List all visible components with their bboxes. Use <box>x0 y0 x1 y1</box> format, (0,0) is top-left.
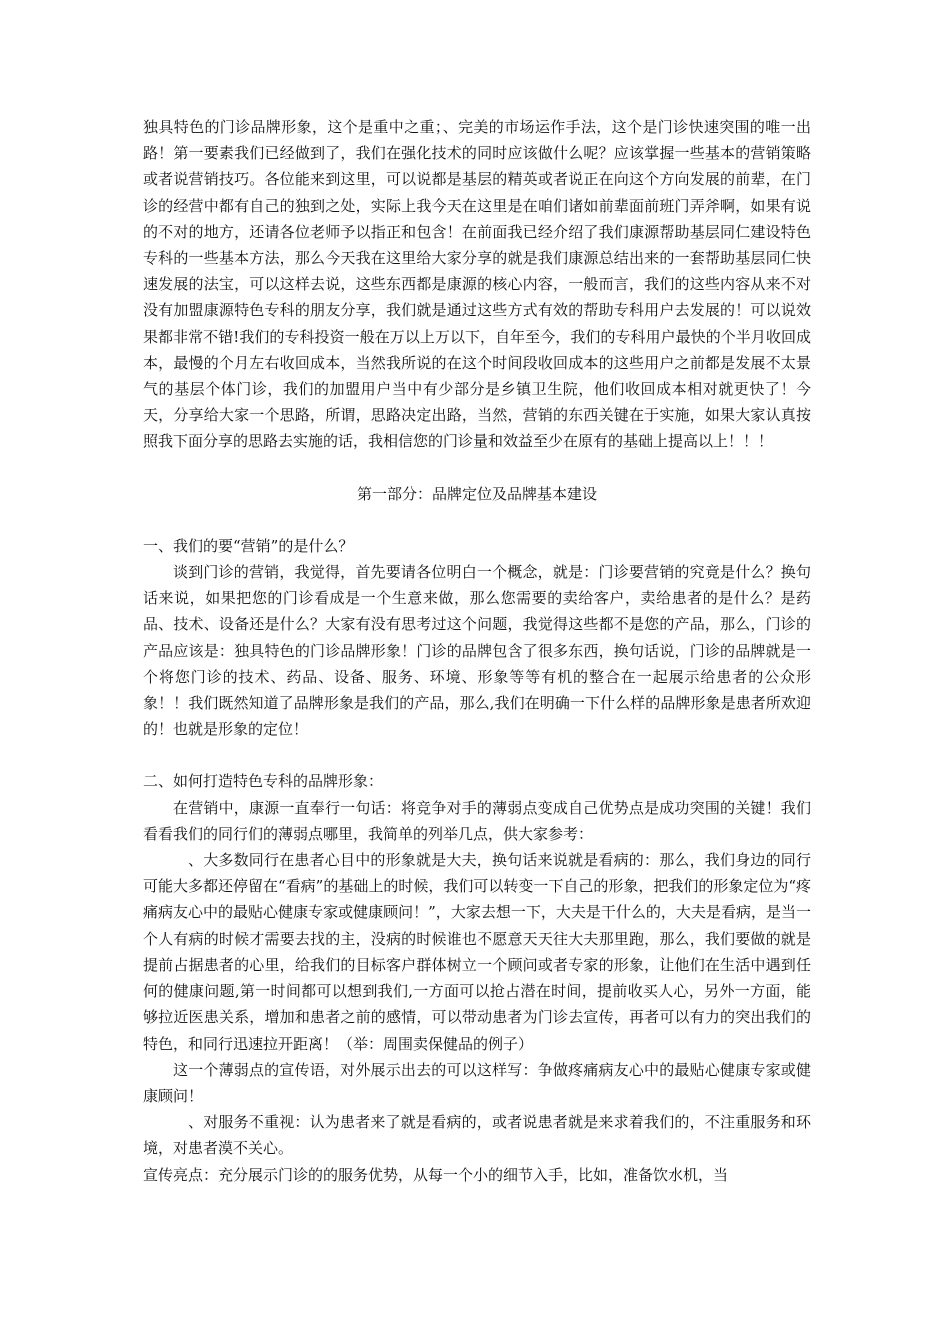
part-title: 第一部分：品牌定位及品牌基本建设 <box>356 484 597 503</box>
intro-paragraph: 独具特色的门诊品牌形象，这个是重中之重；、完美的市场运作手法，这个是门诊快速突围的唯一出路！第一要素我们已经做到了，我们在强化技术的同时应该做什么呢？应该掌握一些基本的营销策略或者说营销技巧。各位能来到这里，可以说都是基层的精英或者说正在向这个方向发展的前辈，在门诊的经营中都有自己的独到之处，实际上我今天在这里是在咱们诸如前辈面前班门弄斧啊，如果有说的不对的地方，还请各位老师予以指正和包含！在前面我已经介绍了我们康源帮助基层同仁建设特色专科的一些基本方法，那么今天我在这里给大家分享的就是我们康源总结出来的一套帮助基层同仁快速发展的法宝，可以这样去说，这些东西都是康源的核心内容，一般而言，我们的这些内容从来不对没有加盟康源特色专科的朋友分享，我们就是通过这些方式有效的帮助专科用户去发展的！可以说效果都非常不错!我们的专科投资一般在万以上万以下，自年至今，我们的专科用户最快的个半月收回成本，最慢的个月左右收回成本，当然我所说的在这个时间段收回成本的这些用户之前都是发展不太景气的基层个体门诊，我们的加盟用户当中有少部分是乡镇卫生院，他们收回成本相对就更快了！今天，分享给大家一个思路，所谓，思路决定出路，当然，营销的东西关键在于实施，如果大家认真按照我下面分享的思路去实施的话，我相信您的门诊量和效益至少在原有的基础上提高以上！！！ <box>143 118 811 451</box>
document-page <box>143 114 811 1188</box>
section-1-heading: 一、我们的要“营销”的是什么？ <box>143 536 354 555</box>
section-1-body: 谈到门诊的营销，我觉得，首先要请各位明白一个概念，就是：门诊要营销的究竟是什么？换句话来说，如果把您的门诊看成是一个生意来做，那么您需要的卖给客户，卖给患者的是什么？是药品、技术、设备还是什么？大家有没有思考过这个问题，我觉得这些都不是您的产品，那么，门诊的产品应该是：独具特色的门诊品牌形象！门诊的品牌包含了很多东西，换句话说，门诊的品牌就是一个将您门诊的技术、药品、设备、服务、环境、形象等等有机的整合在一起展示给患者的公众形象！！我们既然知道了品牌形象是我们的产品，那么,我们在明确一下什么样的品牌形象是患者所欢迎的！也就是形象的定位！ <box>143 563 811 739</box>
section-2-paragraph-5: 宣传亮点：充分展示门诊的的服务优势，从每一个小的细节入手，比如，准备饮水机，当 <box>143 1165 729 1184</box>
section-2-heading: 二、如何打造特色专科的品牌形象： <box>143 772 384 791</box>
section-2-paragraph-2: 、大多数同行在患者心目中的形象就是大夫，换句话来说就是看病的：那么，我们身边的同行可能大多都还停留在“看病”的基础上的时候，我们可以转变一下自己的形象，把我们的形象定位为“疼痛病友心中的最贴心健康专家或健康顾问！”，大家去想一下，大夫是干什么的，大夫是看病，是当一个人有病的时候才需要去找的主，没病的时候谁也不愿意天天往大夫那里跑，那么，我们要做的就是提前占据患者的心里，给我们的目标客户群体树立一个顾问或者专家的形象，让他们在生活中遇到任何的健康问题,第一时间都可以想到我们,一方面可以抢占潜在时间，提前收买人心，另外一方面，能够拉近医患关系，增加和患者之前的感情，可以带动患者为门诊去宣传，再者可以有力的突出我们的特色，和同行迅速拉开距离！（举：周围卖保健品的例子） <box>143 851 812 1053</box>
section-2-paragraph-1: 在营销中，康源一直奉行一句话：将竞争对手的薄弱点变成自己优势点是成功突围的关键！我们看看我们的同行们的薄弱点哪里，我简单的列举几点，供大家参考： <box>143 798 811 843</box>
section-2-paragraph-3: 这一个薄弱点的宣传语，对外展示出去的可以这样写：争做疼痛病友心中的最贴心健康专家或健康顾问！ <box>143 1060 811 1105</box>
section-2-paragraph-4: 、对服务不重视：认为患者来了就是看病的，或者说患者就是来求着我们的，不注重服务和环境，对患者漠不关心。 <box>143 1113 811 1158</box>
